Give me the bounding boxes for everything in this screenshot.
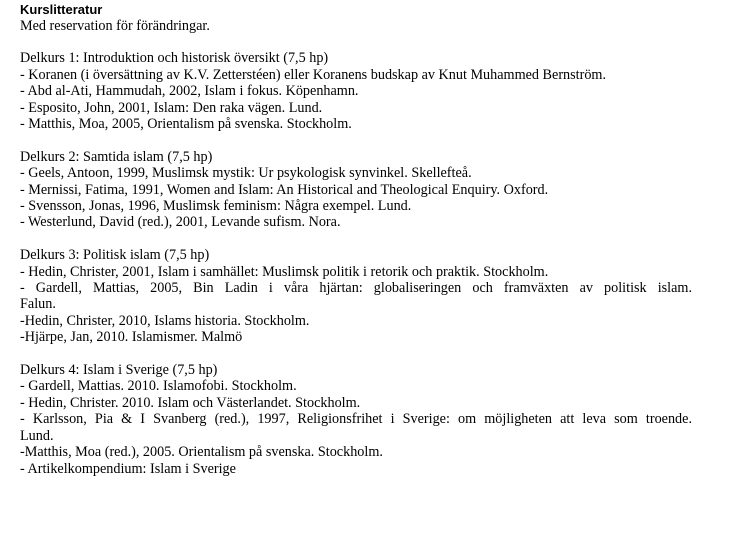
literature-item: - Hedin, Christer, 2001, Islam i samhället: Muslimsk politik i retorik och praktik. Stockholm.: [20, 263, 549, 280]
section-delkurs-1: [20, 50, 692, 132]
section-delkurs-4: [20, 362, 692, 477]
section-delkurs-3: [20, 247, 692, 345]
literature-item: - Mernissi, Fatima, 1991, Women and Islam: An Historical and Theological Enquiry. Oxford.: [20, 181, 549, 198]
literature-item: -Matthis, Moa (red.), 2005. Orientalism på svenska. Stockholm.: [20, 444, 383, 461]
literature-item: - Esposito, John, 2001, Islam: Den raka vägen. Lund.: [20, 99, 323, 116]
literature-item: - Westerlund, David (red.), 2001, Levande sufism. Nora.: [20, 214, 341, 231]
literature-item-continuation: Falun.: [20, 296, 56, 313]
literature-item: - Koranen (i översättning av K.V. Zetterstéen) eller Koranens budskap av Knut Muhammed Bernström.: [20, 66, 606, 83]
literature-item: - Abd al-Ati, Hammudah, 2002, Islam i fokus. Köpenhamn.: [20, 83, 359, 100]
reservation-note: Med reservation för förändringar.: [20, 18, 210, 34]
literature-item: - Matthis, Moa, 2005, Orientalism på svenska. Stockholm.: [20, 116, 352, 133]
section-heading: Delkurs 1: Introduktion och historisk översikt (7,5 hp): [20, 50, 329, 67]
literature-item: -Hjärpe, Jan, 2010. Islamismer. Malmö: [20, 329, 243, 346]
literature-item: - Hedin, Christer. 2010. Islam och Västerlandet. Stockholm.: [20, 394, 361, 411]
literature-item: - Karlsson, Pia & I Svanberg (red.), 1997, Religionsfrihet i Sverige: om möjligheten att leva som troende.: [20, 411, 692, 428]
section-heading: Delkurs 3: Politisk islam (7,5 hp): [20, 247, 210, 264]
literature-item: - Gardell, Mattias. 2010. Islamofobi. Stockholm.: [20, 378, 297, 395]
literature-item: - Svensson, Jonas, 1996, Muslimsk feminism: Några exempel. Lund.: [20, 198, 412, 215]
literature-item: - Artikelkompendium: Islam i Sverige: [20, 460, 236, 477]
section-heading: Delkurs 4: Islam i Sverige (7,5 hp): [20, 362, 218, 379]
literature-item: - Geels, Antoon, 1999, Muslimsk mystik: Ur psykologisk synvinkel. Skellefteå.: [20, 165, 472, 182]
literature-item: - Gardell, Mattias, 2005, Bin Ladin i våra hjärtan: globaliseringen och framväxten av politisk islam.: [20, 280, 692, 297]
literature-item: -Hedin, Christer, 2010, Islams historia. Stockholm.: [20, 312, 310, 329]
section-delkurs-2: [20, 149, 692, 231]
document-page: [20, 2, 692, 493]
literature-item-continuation: Lund.: [20, 427, 54, 444]
document-title: Kurslitteratur: [20, 2, 103, 17]
section-heading: Delkurs 2: Samtida islam (7,5 hp): [20, 148, 213, 165]
